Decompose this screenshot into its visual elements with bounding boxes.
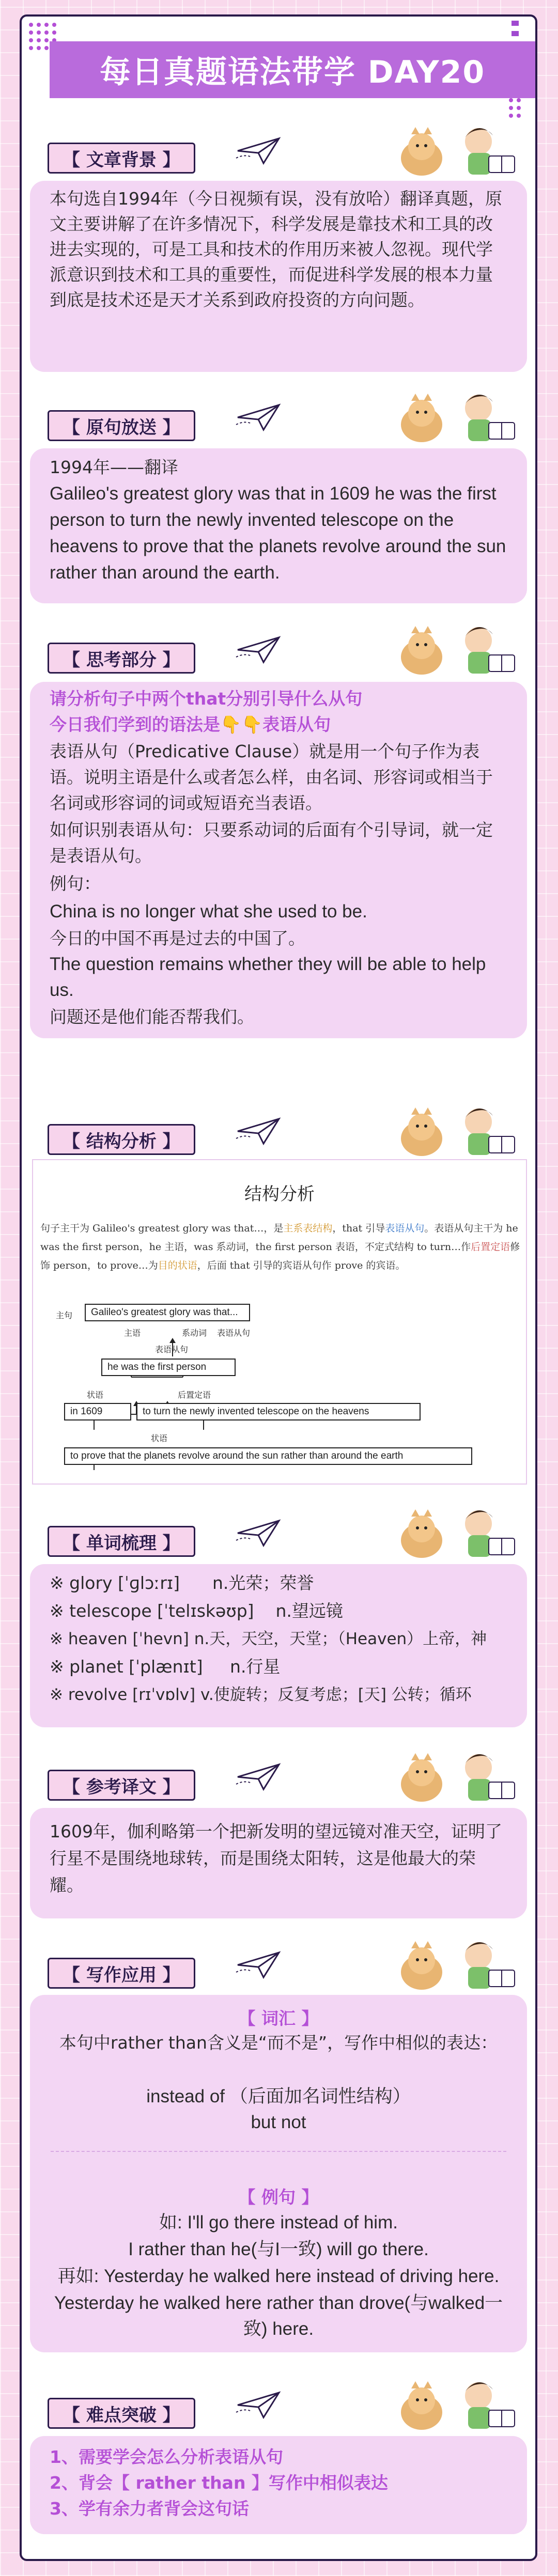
paper-plane-icon xyxy=(235,2390,282,2421)
paper-plane-icon xyxy=(235,402,282,433)
card-writing xyxy=(30,1995,527,2352)
structure-connectors xyxy=(33,1160,528,1486)
writing-lexicon-line3: but not xyxy=(251,2112,306,2132)
section-label-translation: 【 参考译文 】 xyxy=(48,1770,195,1801)
thinking-example-label: 例句： xyxy=(50,873,101,894)
mascot-reading-icon xyxy=(391,621,525,678)
node1-predicative: 表语从句 xyxy=(217,1328,251,1338)
node-infinitive-attribute: to turn the newly invented telescope on the heavens xyxy=(136,1403,421,1420)
node1-subject: 主语 xyxy=(124,1328,141,1338)
difficulty-item: 1、需要学会怎么分析表语从句 xyxy=(50,2447,283,2467)
node-time-adverbial: in 1609 xyxy=(64,1403,131,1420)
section-label-background: 【 文章背景 】 xyxy=(48,143,195,174)
writing-example-line1: 如: I'll go there instead of him. xyxy=(159,2212,398,2232)
thinking-identify: 如何识别表语从句：只要系动词的后面有个引导词，就一定是表语从句。 xyxy=(50,820,493,866)
mascot-reading-icon xyxy=(391,1748,525,1805)
mascot-reading-icon xyxy=(391,122,525,179)
writing-example-line3: 再如: Yesterday he walked here instead of driving here. xyxy=(57,2266,500,2286)
decor-dots-right xyxy=(509,98,521,118)
difficulty-item: 3、学有余力者背会这句话 xyxy=(50,2499,249,2519)
mascot-reading-icon xyxy=(391,1504,525,1561)
mascot-reading-icon xyxy=(391,1936,525,1993)
thinking-example1-cn: 今日的中国不再是过去的中国了。 xyxy=(50,928,305,948)
mascot-reading-icon xyxy=(391,388,525,445)
structure-paragraph: 句子主干为 Galileo's greatest glory was that…，是主系表结构，that 引导表语从句。表语从句主干为 he was the first person，he 主语，was 系动词，the first person 表语，不定式结构 to turn…作后置定语修饰 person，to prove…为目的状语，后面 that 引导的宾语从句作 prove 的宾语。 xyxy=(40,1223,520,1271)
paper-plane-icon xyxy=(235,1116,282,1147)
vocab-item: ※ revolve [rɪˈvɒlv] v.使旋转；反复考虑；[天] 公转；循环 xyxy=(50,1685,472,1704)
writing-divider xyxy=(51,2151,506,2152)
mascot-reading-icon xyxy=(391,2376,525,2433)
vocab-item: ※ planet [ˈplænɪt] n.行星 xyxy=(50,1657,281,1677)
thinking-definition: 表语从句（Predicative Clause）就是用一个句子作为表语。说明主语是什么或者怎么样，由名词、形容词或相当于名词或形容词的词或短语充当表语。 xyxy=(50,741,493,813)
node-main-clause: Galileo's greatest glory was that... xyxy=(85,1304,250,1321)
section-label-difficulty: 【 难点突破 】 xyxy=(48,2398,195,2429)
tag-post-attribute: 后置定语 xyxy=(178,1390,211,1400)
structure-diagram xyxy=(32,1159,527,1485)
tag-adverbial-1: 状语 xyxy=(87,1390,104,1400)
thinking-today: 今日我们学到的语法是👇👇表语从句 xyxy=(50,714,331,735)
writing-lexicon-line2: instead of （后面加名词性结构） xyxy=(146,2086,411,2106)
original-sentence: Galileo's greatest glory was that in 1609 he was the first person to turn the newly invented telescope on the heavens to prove that the planets revolve around the sun rather than around the earth. xyxy=(50,483,506,583)
background-text: 本句选自1994年（今日视频有误，没有放哈）翻译真题，原文主要讲解了在许多情况下，科学发展是靠技术和工具的改进去实现的，可是工具和技术的作用历来被人忽视。现代学派意识到技术和工具的重要性，而促进科学发展的根本力量到底是技术还是天才关系到政府投资的方向问题。 xyxy=(50,189,502,310)
thinking-example1-en: China is no longer what she used to be. xyxy=(50,901,367,922)
tag-predicative-clause: 表语从句 xyxy=(155,1345,189,1354)
vocab-item: ※ heaven [ˈhevn] n.天，天空，天堂；（Heaven）上帝，神 xyxy=(50,1630,487,1648)
section-label-structure: 【 结构分析 】 xyxy=(48,1124,195,1155)
section-label-thinking: 【 思考部分 】 xyxy=(48,643,195,674)
paper-plane-icon xyxy=(235,1949,282,1980)
tag-adverbial-2: 状语 xyxy=(151,1433,168,1443)
thinking-question: 请分析句子中两个that分别引导什么从句 xyxy=(50,689,363,709)
tag-main-clause: 主句 xyxy=(56,1310,73,1320)
vocab-item: ※ telescope [ˈtelɪskəʊp] n.望远镜 xyxy=(50,1601,343,1621)
writing-lexicon-line1: 本句中rather than含义是“而不是”，写作中相似的表达： xyxy=(59,2033,498,2053)
vocab-item: ※ glory [ˈɡlɔːrɪ] n.光荣；荣誉 xyxy=(50,1573,314,1593)
writing-example-line4: Yesterday he walked here rather than drove(与walked一致) here. xyxy=(54,2293,503,2339)
paper-plane-icon xyxy=(235,634,282,665)
node1-verb: 系动词 xyxy=(182,1328,207,1338)
decor-dashes-top-right xyxy=(512,21,519,36)
node-purpose-adverbial: to prove that the planets revolve around the sun rather than around the earth xyxy=(64,1447,472,1465)
mascot-reading-icon xyxy=(391,1102,525,1159)
section-label-vocab: 【 单词梳理 】 xyxy=(48,1526,195,1557)
difficulty-item: 2、背会【 rather than 】写作中相似表达 xyxy=(50,2473,388,2493)
structure-title: 结构分析 xyxy=(244,1184,315,1205)
writing-lexicon-title: 【 词汇 】 xyxy=(238,2008,319,2028)
node-predicative-clause: he was the first person xyxy=(101,1359,236,1376)
page-title: 每日真题语法带学 DAY20 xyxy=(50,41,535,98)
section-label-original: 【 原句放送 】 xyxy=(48,410,195,441)
writing-example-title: 【 例句 】 xyxy=(238,2187,319,2207)
thinking-example2-en: The question remains whether they will be able to help us. xyxy=(50,954,486,1000)
original-year: 1994年——翻译 xyxy=(50,457,178,477)
translation-text: 1609年，伽利略第一个把新发明的望远镜对准天空，证明了行星不是围绕地球转，而是围绕太阳转，这是他最大的荣耀。 xyxy=(50,1821,502,1895)
thinking-example2-cn: 问题还是他们能否帮我们。 xyxy=(50,1007,254,1027)
section-label-writing: 【 写作应用 】 xyxy=(48,1958,195,1989)
paper-plane-icon xyxy=(235,135,282,166)
writing-example-line2: I rather than he(与I一致) will go there. xyxy=(128,2239,429,2259)
paper-plane-icon xyxy=(235,1518,282,1549)
paper-plane-icon xyxy=(235,1761,282,1792)
